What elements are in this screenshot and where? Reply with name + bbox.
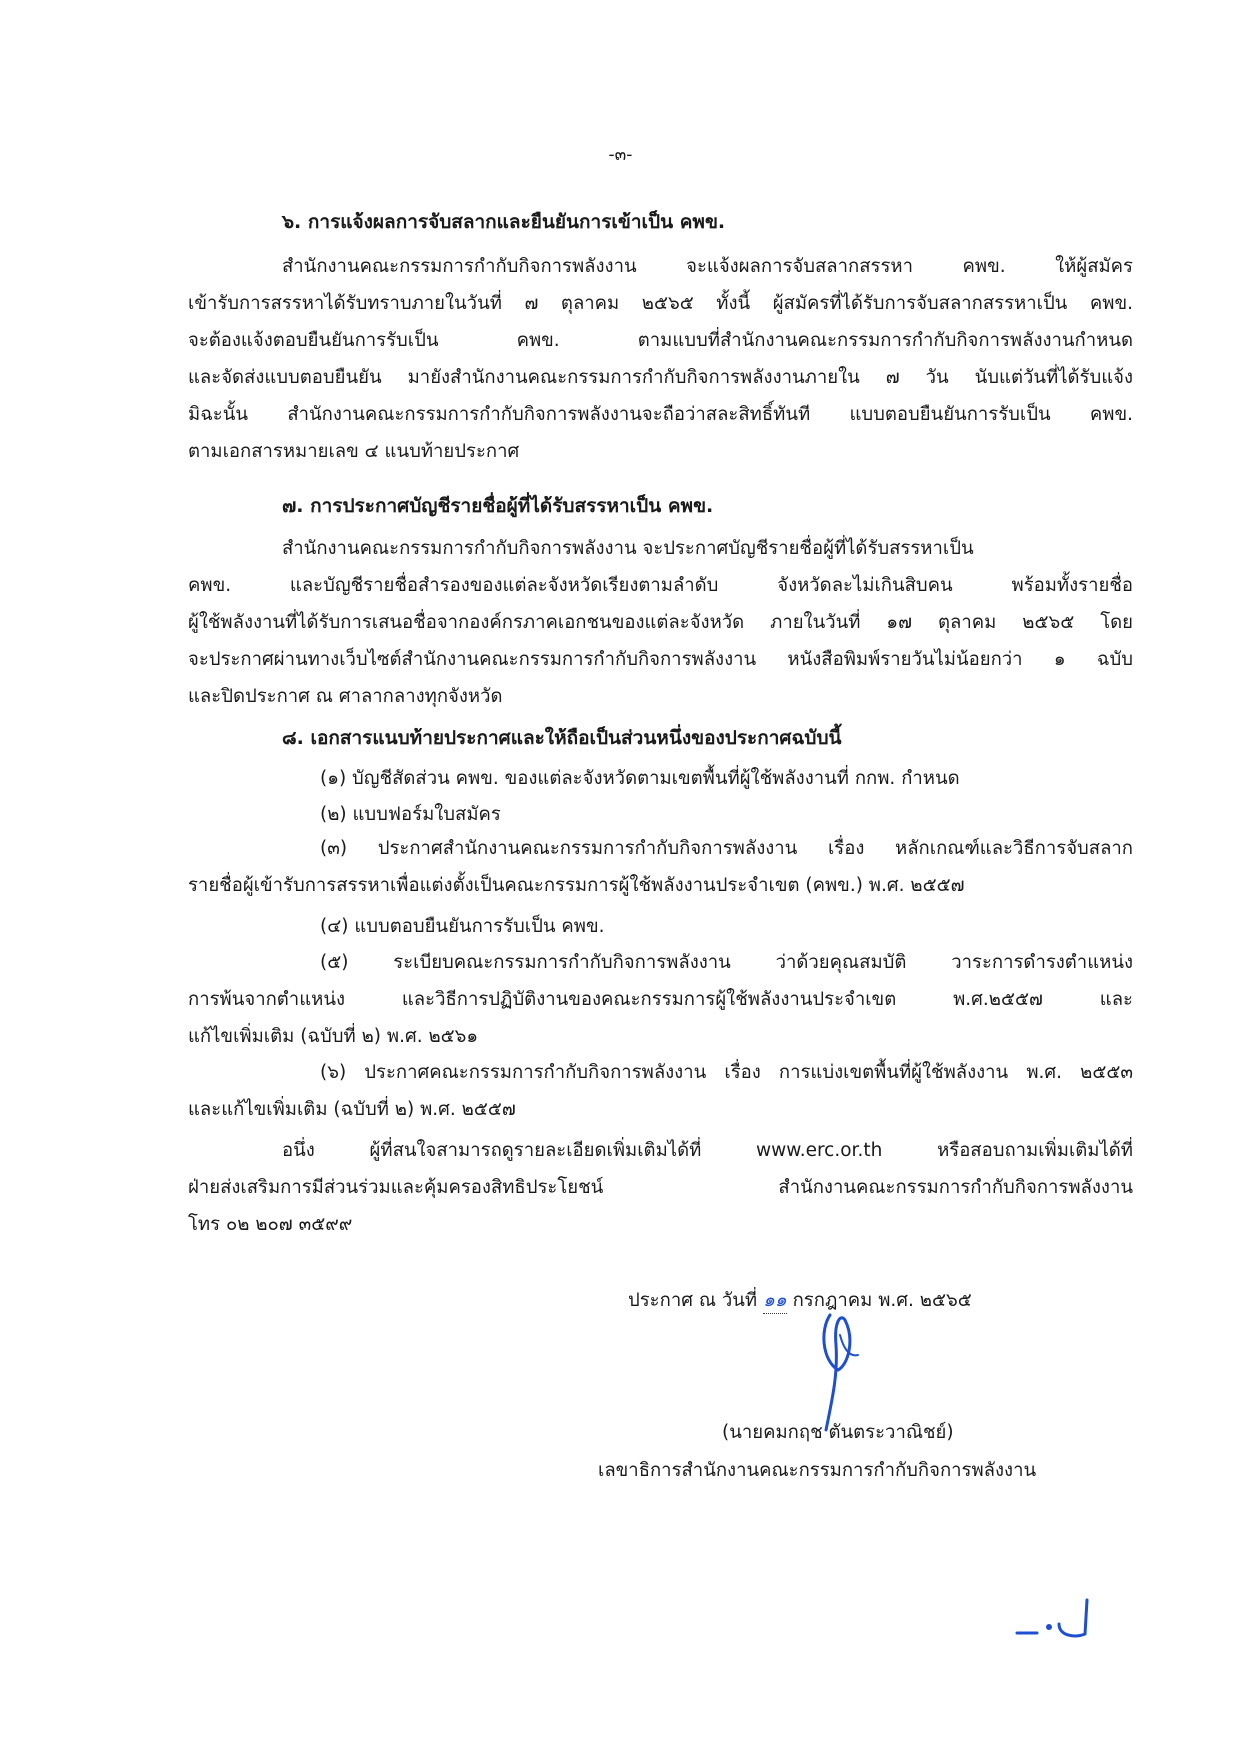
initials-icon bbox=[1015, 1590, 1115, 1650]
attachment-item-5-line: แก้ไขเพิ่มเติม (ฉบับที่ ๒) พ.ศ. ๒๕๖๑ bbox=[188, 1026, 479, 1047]
announcement-suffix: กรกฎาคม พ.ศ. ๒๕๖๕ bbox=[792, 1290, 972, 1311]
announcement-day: ๑๑ bbox=[763, 1288, 787, 1314]
attachment-item-4: (๔) แบบตอบยืนยันการรับเป็น คพข. bbox=[320, 916, 605, 937]
attachment-item-5 bbox=[188, 950, 1133, 1061]
attachment-item-3 bbox=[188, 836, 1133, 910]
attachment-item-3-line: รายชื่อผู้เข้ารับการสรรหาเพื่อแต่งตั้งเป็นคณะกรรมการผู้ใช้พลังงานประจำเขต (คพข.) พ.ศ. ๒๕๕๗ bbox=[188, 875, 965, 896]
attachment-item-6-line: และแก้ไขเพิ่มเติม (ฉบับที่ ๒) พ.ศ. ๒๕๕๗ bbox=[188, 1099, 516, 1120]
section-8-heading: ๘. เอกสารแนบท้ายประกาศและให้ถือเป็นส่วนหนึ่งของประกาศฉบับนี้ bbox=[282, 727, 842, 749]
section-7-line: และปิดประกาศ ณ ศาลากลางทุกจังหวัด bbox=[188, 686, 503, 707]
contact-line: ฝ่ายส่งเสริมการมีส่วนร่วมและคุ้มครองสิทธิประโยชน์ สำนักงานคณะกรรมการกำกับกิจการพลังงาน bbox=[188, 1177, 1133, 1198]
section-6-body bbox=[188, 254, 1133, 476]
contact-line: โทร ๐๒ ๒๐๗ ๓๕๙๙ bbox=[188, 1214, 353, 1235]
signer-name: (นายคมกฤช ตันตระวาณิชย์) bbox=[722, 1422, 954, 1443]
signature-icon bbox=[800, 1305, 880, 1435]
attachment-item-1: (๑) บัญชีสัดส่วน คพข. ของแต่ละจังหวัดตามเขตพื้นที่ผู้ใช้พลังงานที่ กกพ. กำหนด bbox=[320, 768, 960, 789]
page-number: -๓- bbox=[608, 145, 633, 165]
section-6-line: ตามเอกสารหมายเลข ๔ แนบท้ายประกาศ bbox=[188, 441, 520, 462]
attachment-item-2: (๒) แบบฟอร์มใบสมัคร bbox=[320, 804, 501, 825]
section-7-line: ผู้ใช้พลังงานที่ได้รับการเสนอชื่อจากองค์กรภาคเอกชนของแต่ละจังหวัด ภายในวันที่ ๑๗ ตุลาคม ๒๕๖๕ โดย bbox=[188, 612, 1133, 633]
attachment-item-6 bbox=[188, 1060, 1133, 1134]
contact-line: อนึ่ง ผู้ที่สนใจสามารถดูรายละเอียดเพิ่มเติมได้ที่ www.erc.or.th หรือสอบถามเพิ่มเติมได้ที่ bbox=[282, 1140, 1133, 1161]
announcement-prefix: ประกาศ ณ วันที่ bbox=[628, 1290, 758, 1311]
attachment-item-5-line: การพ้นจากตำแหน่ง และวิธีการปฏิบัติงานของคณะกรรมการผู้ใช้พลังงานประจำเขต พ.ศ.๒๕๕๗ และ bbox=[188, 989, 1133, 1010]
contact-paragraph bbox=[188, 1138, 1133, 1249]
section-6-line: เข้ารับการสรรหาได้รับทราบภายในวันที่ ๗ ตุลาคม ๒๕๖๕ ทั้งนี้ ผู้สมัครที่ได้รับการจับสลากสรรหาเป็น คพข. bbox=[188, 293, 1133, 314]
attachment-item-5-line: (๕) ระเบียบคณะกรรมการกำกับกิจการพลังงาน ว่าด้วยคุณสมบัติ วาระการดำรงตำแหน่ง bbox=[320, 952, 1133, 973]
section-7-line: คพข. และบัญชีรายชื่อสำรองของแต่ละจังหวัดเรียงตามลำดับ จังหวัดละไม่เกินสิบคน พร้อมทั้งรายชื่อ bbox=[188, 575, 1133, 596]
section-6-heading: ๖. การแจ้งผลการจับสลากและยืนยันการเข้าเป็น คพข. bbox=[282, 211, 726, 233]
section-6-line: สำนักงานคณะกรรมการกำกับกิจการพลังงาน จะแจ้งผลการจับสลากสรรหา คพข. ให้ผู้สมัคร bbox=[282, 256, 1133, 277]
section-6-line: และจัดส่งแบบตอบยืนยัน มายังสำนักงานคณะกรรมการกำกับกิจการพลังงานภายใน ๗ วัน นับแต่วันที่ได้รับแจ้ง bbox=[188, 367, 1133, 388]
attachment-item-3-line: (๓) ประกาศสำนักงานคณะกรรมการกำกับกิจการพลังงาน เรื่อง หลักเกณฑ์และวิธีการจับสลาก bbox=[320, 838, 1133, 859]
section-7-line: จะประกาศผ่านทางเว็บไซต์สำนักงานคณะกรรมการกำกับกิจการพลังงาน หนังสือพิมพ์รายวันไม่น้อยกว่า ๑ ฉบับ bbox=[188, 649, 1133, 670]
signer-title: เลขาธิการสำนักงานคณะกรรมการกำกับกิจการพลังงาน bbox=[598, 1460, 1037, 1481]
attachment-item-6-line: (๖) ประกาศคณะกรรมการกำกับกิจการพลังงาน เรื่อง การแบ่งเขตพื้นที่ผู้ใช้พลังงาน พ.ศ. ๒๕๕๓ bbox=[320, 1062, 1133, 1083]
section-7-heading: ๗. การประกาศบัญชีรายชื่อผู้ที่ได้รับสรรหาเป็น คพข. bbox=[282, 495, 714, 517]
section-6-line: มิฉะนั้น สำนักงานคณะกรรมการกำกับกิจการพลังงานจะถือว่าสละสิทธิ์ทันที แบบตอบยืนยันการรับเป็น คพข. bbox=[188, 404, 1133, 425]
section-6-line: จะต้องแจ้งตอบยืนยันการรับเป็น คพข. ตามแบบที่สำนักงานคณะกรรมการกำกับกิจการพลังงานกำหนด bbox=[188, 330, 1133, 351]
section-7-line: สำนักงานคณะกรรมการกำกับกิจการพลังงาน จะประกาศบัญชีรายชื่อผู้ที่ได้รับสรรหาเป็น bbox=[282, 538, 974, 559]
section-7-body bbox=[188, 536, 1133, 721]
